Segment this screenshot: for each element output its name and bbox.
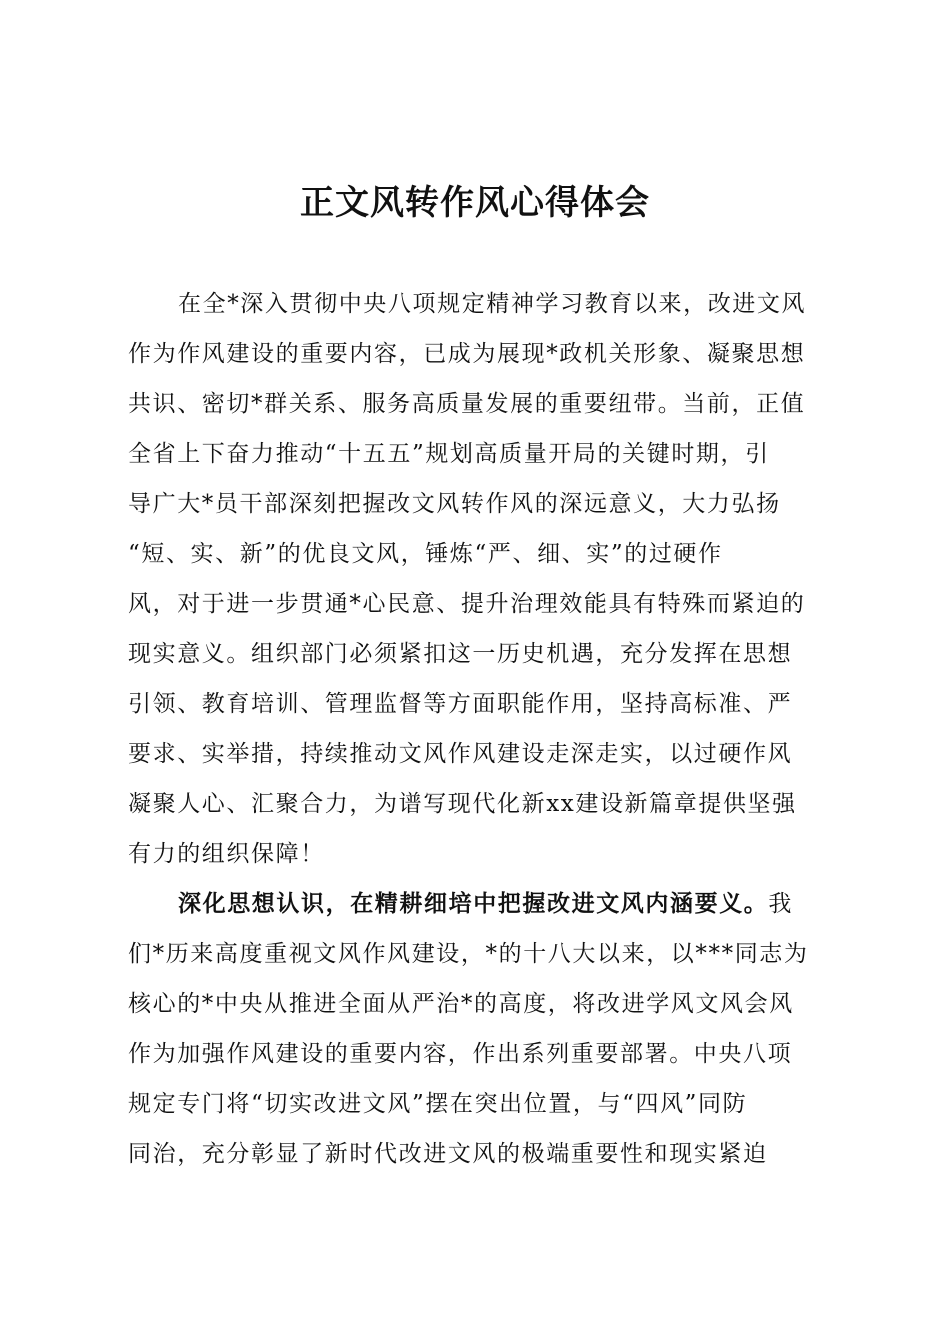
paragraph-section-1 bbox=[128, 879, 826, 1179]
text-line: 凝聚人心、汇聚合力，为谱写现代化新xx建设新篇章提供坚强 bbox=[128, 791, 797, 817]
text-line: 共识、密切*群关系、服务高质量发展的重要纽带。当前，正值 bbox=[128, 391, 806, 417]
text-line: 核心的*中央从推进全面从严治*的高度，将改进学风文风会风 bbox=[128, 991, 794, 1017]
text-line: 规定专门将“切实改进文风”摆在突出位置，与“四风”同防 bbox=[128, 1091, 748, 1117]
text-line: 有力的组织保障！ bbox=[128, 841, 325, 867]
text-line: 导广大*员干部深刻把握改文风转作风的深远意义，大力弘扬 bbox=[128, 491, 781, 517]
text-line: 们*历来高度重视文风作风建设，*的十八大以来，以***同志为 bbox=[128, 941, 809, 967]
text-line: 风，对于进一步贯通*心民意、提升治理效能具有特殊而紧迫的 bbox=[128, 591, 806, 617]
text-line: 现实意义。组织部门必须紧扣这一历史机遇，充分发挥在思想 bbox=[128, 641, 793, 667]
document-body bbox=[128, 279, 826, 1179]
text-line: 在全*深入贯彻中央八项规定精神学习教育以来，改进文风 bbox=[178, 291, 807, 317]
text-line: 同治，充分彰显了新时代改进文风的极端重要性和现实紧迫 bbox=[128, 1141, 768, 1167]
paragraph-intro bbox=[128, 279, 826, 879]
text-line bbox=[128, 879, 826, 929]
text-line: 引领、教育培训、管理监督等方面职能作用，坚持高标准、严 bbox=[128, 691, 793, 717]
text-line: 作为作风建设的重要内容，已成为展现*政机关形象、凝聚思想 bbox=[128, 341, 806, 367]
text-line: “短、实、新”的优良文风，锤炼“严、细、实”的过硬作 bbox=[128, 541, 723, 567]
text-line: 作为加强作风建设的重要内容，作出系列重要部署。中央八项 bbox=[128, 1041, 793, 1067]
text-run: 我 bbox=[768, 891, 794, 917]
document-title: 正文风转作风心得体会 bbox=[300, 183, 650, 223]
text-line: 全省上下奋力推动“十五五”规划高质量开局的关键时期，引 bbox=[128, 441, 770, 467]
text-line: 要求、实举措，持续推动文风作风建设走深走实，以过硬作风 bbox=[128, 741, 793, 767]
section-heading: 深化思想认识，在精耕细培中把握改进文风内涵要义。 bbox=[178, 890, 769, 917]
